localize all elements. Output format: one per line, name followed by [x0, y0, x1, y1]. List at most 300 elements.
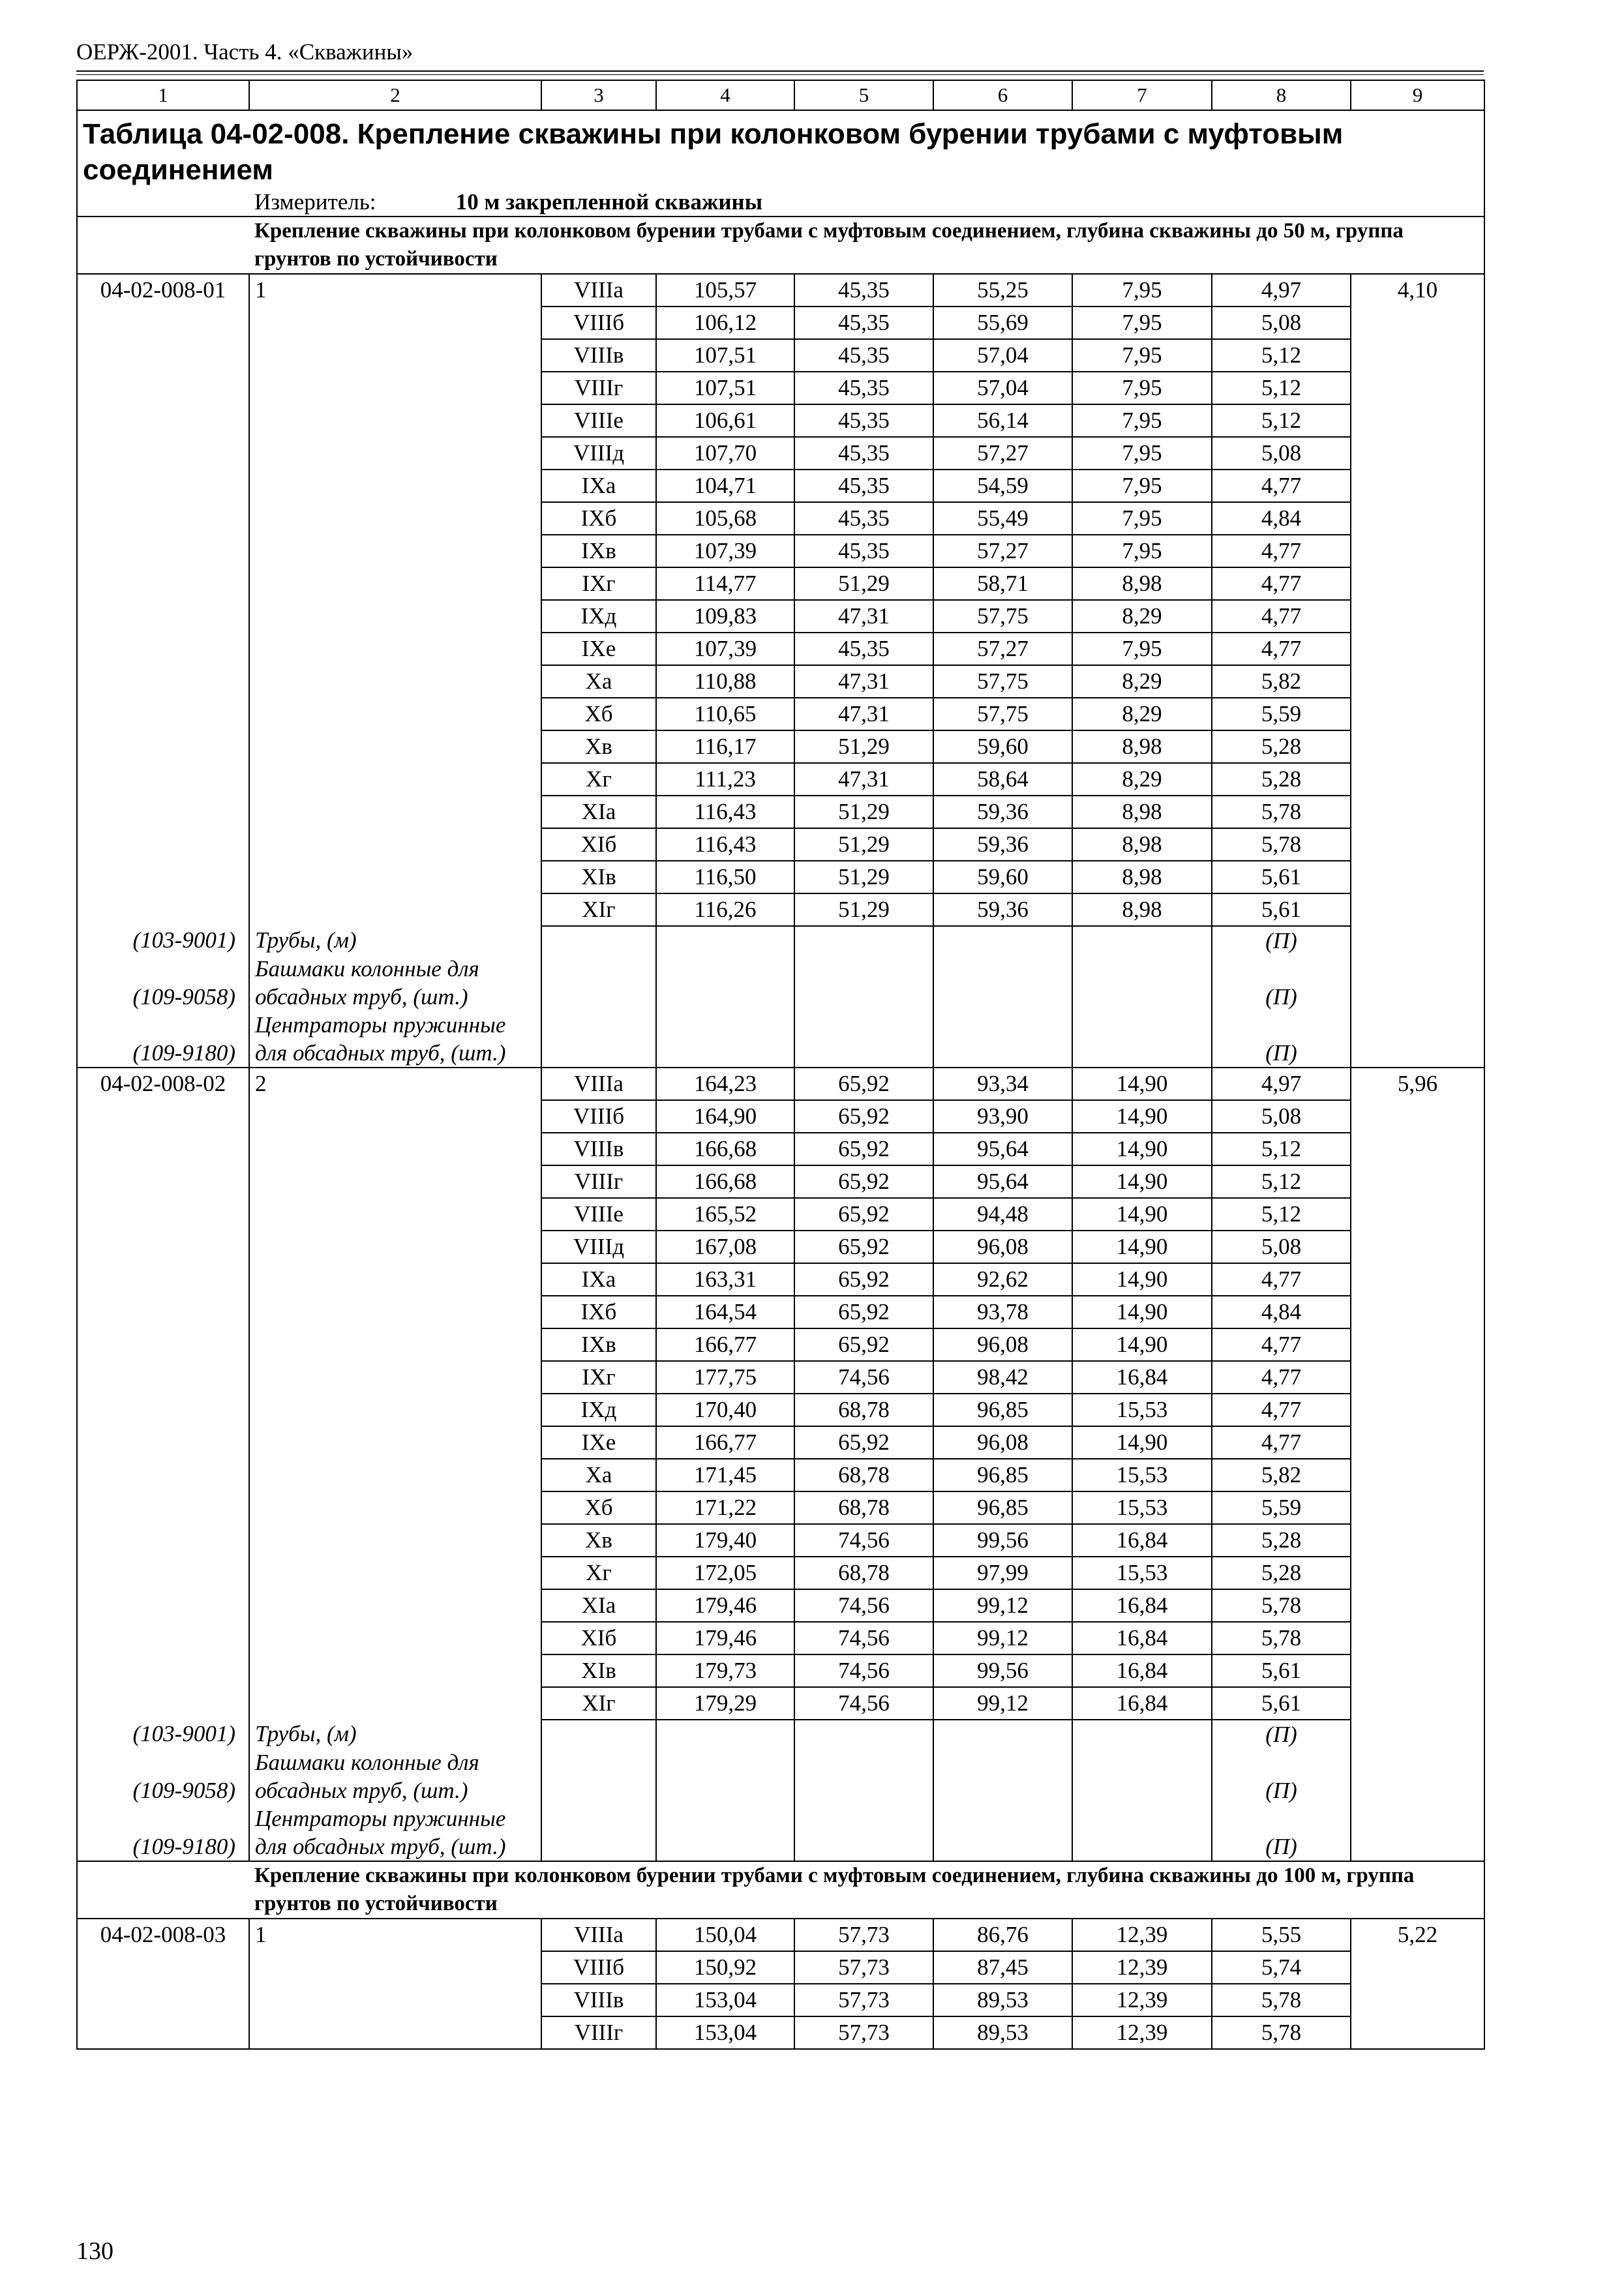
col4-value: 104,71 — [656, 470, 794, 502]
col6-value: 59,60 — [933, 730, 1072, 763]
empty-cell — [249, 1557, 541, 1589]
col8-value: 4,77 — [1212, 600, 1351, 633]
resource-name: Центраторы пружинные для обсадных труб, (шт.) — [249, 1011, 541, 1068]
col5-value: 74,56 — [794, 1589, 933, 1622]
stability-category: XIв — [541, 1654, 656, 1687]
col6-value: 95,64 — [933, 1133, 1072, 1165]
empty-cell — [249, 633, 541, 665]
col5-value: 57,73 — [794, 2016, 933, 2049]
col4-value: 107,70 — [656, 437, 794, 470]
col5-value: 74,56 — [794, 1524, 933, 1557]
table-row — [77, 437, 1484, 470]
col5-value: 45,35 — [794, 502, 933, 535]
table-row — [77, 796, 1484, 828]
col4-value: 111,23 — [656, 763, 794, 796]
empty-cell — [1351, 1622, 1484, 1654]
col7-value: 14,90 — [1072, 1231, 1212, 1263]
empty-cell — [77, 2016, 249, 2049]
col4-value: 105,57 — [656, 274, 794, 307]
rate-code: 04-02-008-01 — [77, 274, 249, 307]
table-row — [77, 1068, 1484, 1100]
table-row — [77, 339, 1484, 372]
col8-value: 4,84 — [1212, 502, 1351, 535]
empty-cell — [1351, 567, 1484, 600]
stability-category: XIг — [541, 1687, 656, 1720]
empty-cell — [77, 665, 249, 698]
col5-value: 68,78 — [794, 1491, 933, 1524]
empty-cell — [1351, 633, 1484, 665]
stability-category: Xа — [541, 665, 656, 698]
column-number: 8 — [1212, 80, 1351, 110]
group-title-spacer — [77, 1861, 249, 1919]
table-row — [77, 1296, 1484, 1328]
col7-value: 7,95 — [1072, 372, 1212, 404]
col7-value: 15,53 — [1072, 1394, 1212, 1426]
table-row — [77, 861, 1484, 893]
col7-value: 7,95 — [1072, 470, 1212, 502]
stability-category: Xв — [541, 1524, 656, 1557]
stability-category: VIIIа — [541, 1068, 656, 1100]
empty-cell — [1351, 1100, 1484, 1133]
empty-cell — [249, 1296, 541, 1328]
unit-label: Измеритель: — [254, 189, 376, 215]
col6-value: 57,75 — [933, 600, 1072, 633]
group-title-spacer — [77, 217, 249, 274]
col9-value: 4,10 — [1351, 274, 1484, 307]
col7-value: 15,53 — [1072, 1491, 1212, 1524]
empty-cell — [656, 926, 794, 955]
column-numbers-row — [77, 80, 1484, 110]
empty-cell — [249, 1426, 541, 1459]
col6-value: 89,53 — [933, 1984, 1072, 2016]
table-row — [77, 828, 1484, 861]
empty-cell — [656, 955, 794, 1011]
col4-value: 166,77 — [656, 1328, 794, 1361]
empty-cell — [1351, 1231, 1484, 1263]
col4-value: 107,39 — [656, 633, 794, 665]
col6-value: 57,75 — [933, 665, 1072, 698]
empty-cell — [1351, 1361, 1484, 1394]
col8-value: 5,61 — [1212, 1654, 1351, 1687]
table-row — [77, 1198, 1484, 1231]
col5-value: 65,92 — [794, 1296, 933, 1328]
table-row — [77, 1557, 1484, 1589]
col7-value: 8,98 — [1072, 796, 1212, 828]
column-number: 4 — [656, 80, 794, 110]
empty-cell — [249, 893, 541, 926]
col8-value: 5,78 — [1212, 796, 1351, 828]
col8-value: 5,28 — [1212, 1557, 1351, 1589]
col7-value: 15,53 — [1072, 1557, 1212, 1589]
empty-cell — [933, 1804, 1072, 1861]
col7-value: 7,95 — [1072, 307, 1212, 339]
col8-value: 4,77 — [1212, 1426, 1351, 1459]
empty-cell — [249, 698, 541, 730]
col7-value: 8,29 — [1072, 600, 1212, 633]
col8-value: 5,82 — [1212, 1459, 1351, 1491]
empty-cell — [1351, 1557, 1484, 1589]
col5-value: 45,35 — [794, 274, 933, 307]
rate-code: 04-02-008-03 — [77, 1919, 249, 1951]
table-row — [77, 1654, 1484, 1687]
group-title: Крепление скважины при колонковом бурении трубами с муфтовым соединением, глубина скважины до 100 м, группа грунтов по устойчивости — [249, 1861, 1484, 1919]
empty-cell — [77, 1589, 249, 1622]
col5-value: 45,35 — [794, 437, 933, 470]
empty-cell — [77, 1100, 249, 1133]
empty-cell — [1072, 1748, 1212, 1804]
stability-category: Xа — [541, 1459, 656, 1491]
empty-cell — [1351, 1459, 1484, 1491]
col5-value: 45,35 — [794, 404, 933, 437]
col7-value: 7,95 — [1072, 437, 1212, 470]
resource-name: Башмаки колонные для обсадных труб, (шт.) — [249, 1748, 541, 1804]
empty-cell — [249, 1687, 541, 1720]
col7-value: 14,90 — [1072, 1296, 1212, 1328]
col6-value: 96,85 — [933, 1394, 1072, 1426]
col6-value: 56,14 — [933, 404, 1072, 437]
empty-cell — [249, 1951, 541, 1984]
stability-category: VIIIе — [541, 404, 656, 437]
col5-value: 57,73 — [794, 1984, 933, 2016]
col5-value: 47,31 — [794, 600, 933, 633]
empty-cell — [1072, 1011, 1212, 1068]
empty-cell — [249, 404, 541, 437]
empty-cell — [656, 1804, 794, 1861]
empty-cell — [77, 372, 249, 404]
empty-cell — [77, 1296, 249, 1328]
col5-value: 65,92 — [794, 1133, 933, 1165]
col4-value: 166,68 — [656, 1165, 794, 1198]
col8-value: 5,78 — [1212, 828, 1351, 861]
stability-category: IXб — [541, 1296, 656, 1328]
stability-category: VIIIв — [541, 1984, 656, 2016]
col4-value: 106,61 — [656, 404, 794, 437]
empty-cell — [77, 1394, 249, 1426]
resource-row — [77, 1804, 1484, 1861]
empty-cell — [77, 1328, 249, 1361]
col7-value: 8,29 — [1072, 763, 1212, 796]
empty-cell — [1351, 1491, 1484, 1524]
empty-cell — [77, 730, 249, 763]
stability-category: VIIIе — [541, 1198, 656, 1231]
empty-cell — [1351, 470, 1484, 502]
empty-cell — [249, 1231, 541, 1263]
col6-value: 57,04 — [933, 372, 1072, 404]
col4-value: 179,29 — [656, 1687, 794, 1720]
resource-name: Центраторы пружинные для обсадных труб, (шт.) — [249, 1804, 541, 1861]
table-row — [77, 567, 1484, 600]
stability-category: VIIIд — [541, 1231, 656, 1263]
empty-cell — [794, 1011, 933, 1068]
header-rule-thin — [76, 74, 1484, 75]
col4-value: 179,46 — [656, 1589, 794, 1622]
col4-value: 170,40 — [656, 1394, 794, 1426]
col6-value: 58,64 — [933, 763, 1072, 796]
soil-group: 2 — [249, 1068, 541, 1100]
table-row — [77, 1133, 1484, 1165]
empty-cell — [249, 339, 541, 372]
empty-cell — [249, 828, 541, 861]
col6-value: 59,36 — [933, 796, 1072, 828]
empty-cell — [1351, 763, 1484, 796]
empty-cell — [1351, 502, 1484, 535]
col7-value: 8,29 — [1072, 665, 1212, 698]
empty-cell — [77, 307, 249, 339]
resource-row — [77, 955, 1484, 1011]
col4-value: 179,46 — [656, 1622, 794, 1654]
empty-cell — [77, 1557, 249, 1589]
col6-value: 99,56 — [933, 1524, 1072, 1557]
resource-name: Трубы, (м) — [249, 1720, 541, 1748]
col8-value: 5,61 — [1212, 861, 1351, 893]
empty-cell — [1351, 1133, 1484, 1165]
empty-cell — [794, 955, 933, 1011]
col8-value: 5,08 — [1212, 1100, 1351, 1133]
stability-category: IXв — [541, 535, 656, 567]
empty-cell — [249, 1361, 541, 1394]
table-row — [77, 1361, 1484, 1394]
empty-cell — [1351, 730, 1484, 763]
empty-cell — [249, 1622, 541, 1654]
col7-value: 14,90 — [1072, 1100, 1212, 1133]
empty-cell — [1351, 926, 1484, 955]
table-row — [77, 535, 1484, 567]
col8-value: 5,55 — [1212, 1919, 1351, 1951]
empty-cell — [656, 1011, 794, 1068]
stability-category: IXа — [541, 1263, 656, 1296]
col8-value: 5,59 — [1212, 1491, 1351, 1524]
resource-row — [77, 1011, 1484, 1068]
table-row — [77, 2016, 1484, 2049]
stability-category: IXб — [541, 502, 656, 535]
empty-cell — [77, 1165, 249, 1198]
col7-value: 7,95 — [1072, 633, 1212, 665]
col4-value: 110,88 — [656, 665, 794, 698]
empty-cell — [1351, 535, 1484, 567]
col5-value: 45,35 — [794, 470, 933, 502]
empty-cell — [77, 437, 249, 470]
col5-value: 51,29 — [794, 861, 933, 893]
col7-value: 12,39 — [1072, 1919, 1212, 1951]
table-row — [77, 1622, 1484, 1654]
col5-value: 65,92 — [794, 1328, 933, 1361]
stability-category: IXв — [541, 1328, 656, 1361]
empty-cell — [794, 1748, 933, 1804]
empty-cell — [77, 1231, 249, 1263]
col4-value: 116,17 — [656, 730, 794, 763]
empty-cell — [541, 1748, 656, 1804]
empty-cell — [1351, 665, 1484, 698]
col5-value: 45,35 — [794, 535, 933, 567]
col7-value: 15,53 — [1072, 1459, 1212, 1491]
stability-category: Xв — [541, 730, 656, 763]
empty-cell — [249, 307, 541, 339]
empty-cell — [1351, 828, 1484, 861]
stability-category: Xг — [541, 1557, 656, 1589]
resource-name: Трубы, (м) — [249, 926, 541, 955]
empty-cell — [77, 1459, 249, 1491]
col7-value: 14,90 — [1072, 1263, 1212, 1296]
col5-value: 51,29 — [794, 796, 933, 828]
empty-cell — [541, 1720, 656, 1748]
col8-value: 5,61 — [1212, 893, 1351, 926]
col7-value: 16,84 — [1072, 1622, 1212, 1654]
col8-value: 5,12 — [1212, 372, 1351, 404]
col7-value: 7,95 — [1072, 502, 1212, 535]
col4-value: 150,92 — [656, 1951, 794, 1984]
col4-value: 105,68 — [656, 502, 794, 535]
table-row — [77, 404, 1484, 437]
empty-cell — [249, 372, 541, 404]
group-title-row — [77, 217, 1484, 274]
col4-value: 164,23 — [656, 1068, 794, 1100]
col6-value: 57,75 — [933, 698, 1072, 730]
col5-value: 51,29 — [794, 567, 933, 600]
empty-cell — [77, 828, 249, 861]
empty-cell — [1351, 1263, 1484, 1296]
col6-value: 57,27 — [933, 633, 1072, 665]
empty-cell — [249, 2016, 541, 2049]
col4-value: 163,31 — [656, 1263, 794, 1296]
empty-cell — [77, 404, 249, 437]
col4-value: 172,05 — [656, 1557, 794, 1589]
empty-cell — [249, 600, 541, 633]
column-number: 1 — [77, 80, 249, 110]
col7-value: 8,98 — [1072, 893, 1212, 926]
col9-value: 5,96 — [1351, 1068, 1484, 1100]
col8-value: 4,77 — [1212, 470, 1351, 502]
col6-value: 93,90 — [933, 1100, 1072, 1133]
col5-value: 65,92 — [794, 1263, 933, 1296]
stability-category: IXа — [541, 470, 656, 502]
col9-value: 5,22 — [1351, 1919, 1484, 1951]
col4-value: 179,73 — [656, 1654, 794, 1687]
empty-cell — [1072, 955, 1212, 1011]
empty-cell — [249, 1524, 541, 1557]
col5-value: 47,31 — [794, 763, 933, 796]
resource-code: (103-9001) — [77, 926, 249, 955]
rates-table — [76, 80, 1485, 2050]
col6-value: 99,56 — [933, 1654, 1072, 1687]
col4-value: 106,12 — [656, 307, 794, 339]
column-number: 2 — [249, 80, 541, 110]
group-title-row — [77, 1861, 1484, 1919]
empty-cell — [249, 861, 541, 893]
table-row — [77, 1165, 1484, 1198]
col8-value: 5,28 — [1212, 730, 1351, 763]
resource-code: (109-9058) — [77, 1748, 249, 1804]
stability-category: VIIIг — [541, 1165, 656, 1198]
col6-value: 99,12 — [933, 1589, 1072, 1622]
empty-cell — [1351, 1720, 1484, 1748]
empty-cell — [77, 893, 249, 926]
col6-value: 57,04 — [933, 339, 1072, 372]
empty-cell — [249, 567, 541, 600]
empty-cell — [77, 470, 249, 502]
table-row — [77, 274, 1484, 307]
col8-value: 4,77 — [1212, 1394, 1351, 1426]
empty-cell — [1351, 1011, 1484, 1068]
resource-code: (103-9001) — [77, 1720, 249, 1748]
column-number: 5 — [794, 80, 933, 110]
empty-cell — [933, 1011, 1072, 1068]
col8-value: 4,77 — [1212, 535, 1351, 567]
table-row — [77, 1687, 1484, 1720]
col6-value: 86,76 — [933, 1919, 1072, 1951]
col7-value: 12,39 — [1072, 1984, 1212, 2016]
resource-value: (П) — [1212, 926, 1351, 955]
table-row — [77, 1524, 1484, 1557]
col4-value: 114,77 — [656, 567, 794, 600]
col8-value: 5,78 — [1212, 2016, 1351, 2049]
col4-value: 167,08 — [656, 1231, 794, 1263]
resource-value: (П) — [1212, 1720, 1351, 1748]
empty-cell — [794, 926, 933, 955]
empty-cell — [249, 1984, 541, 2016]
col5-value: 65,92 — [794, 1198, 933, 1231]
empty-cell — [1351, 796, 1484, 828]
col6-value: 97,99 — [933, 1557, 1072, 1589]
empty-cell — [1072, 926, 1212, 955]
empty-cell — [77, 763, 249, 796]
col5-value: 45,35 — [794, 372, 933, 404]
stability-category: XIв — [541, 861, 656, 893]
empty-cell — [933, 1748, 1072, 1804]
col7-value: 16,84 — [1072, 1687, 1212, 1720]
col5-value: 74,56 — [794, 1361, 933, 1394]
empty-cell — [1351, 600, 1484, 633]
col7-value: 16,84 — [1072, 1654, 1212, 1687]
col4-value: 107,51 — [656, 372, 794, 404]
col5-value: 74,56 — [794, 1654, 933, 1687]
col4-value: 116,26 — [656, 893, 794, 926]
stability-category: IXе — [541, 633, 656, 665]
col4-value: 109,83 — [656, 600, 794, 633]
empty-cell — [77, 1491, 249, 1524]
stability-category: IXд — [541, 1394, 656, 1426]
empty-cell — [1351, 1589, 1484, 1622]
col5-value: 65,92 — [794, 1165, 933, 1198]
col6-value: 98,42 — [933, 1361, 1072, 1394]
col7-value: 14,90 — [1072, 1198, 1212, 1231]
empty-cell — [656, 1748, 794, 1804]
col8-value: 5,82 — [1212, 665, 1351, 698]
stability-category: VIIIд — [541, 437, 656, 470]
empty-cell — [249, 1459, 541, 1491]
col8-value: 5,12 — [1212, 1165, 1351, 1198]
col4-value: 153,04 — [656, 1984, 794, 2016]
col6-value: 96,08 — [933, 1328, 1072, 1361]
col6-value: 95,64 — [933, 1165, 1072, 1198]
col6-value: 96,08 — [933, 1426, 1072, 1459]
stability-category: VIIIб — [541, 1951, 656, 1984]
table-row — [77, 1984, 1484, 2016]
col7-value: 7,95 — [1072, 404, 1212, 437]
col5-value: 65,92 — [794, 1100, 933, 1133]
table-row — [77, 1328, 1484, 1361]
col4-value: 165,52 — [656, 1198, 794, 1231]
stability-category: XIб — [541, 1622, 656, 1654]
empty-cell — [249, 437, 541, 470]
col6-value: 99,12 — [933, 1622, 1072, 1654]
table-title-row — [77, 110, 1484, 188]
empty-cell — [541, 1011, 656, 1068]
resource-value: (П) — [1212, 1804, 1351, 1861]
col5-value: 51,29 — [794, 730, 933, 763]
col7-value: 8,98 — [1072, 861, 1212, 893]
col8-value: 5,28 — [1212, 1524, 1351, 1557]
stability-category: VIIIб — [541, 1100, 656, 1133]
